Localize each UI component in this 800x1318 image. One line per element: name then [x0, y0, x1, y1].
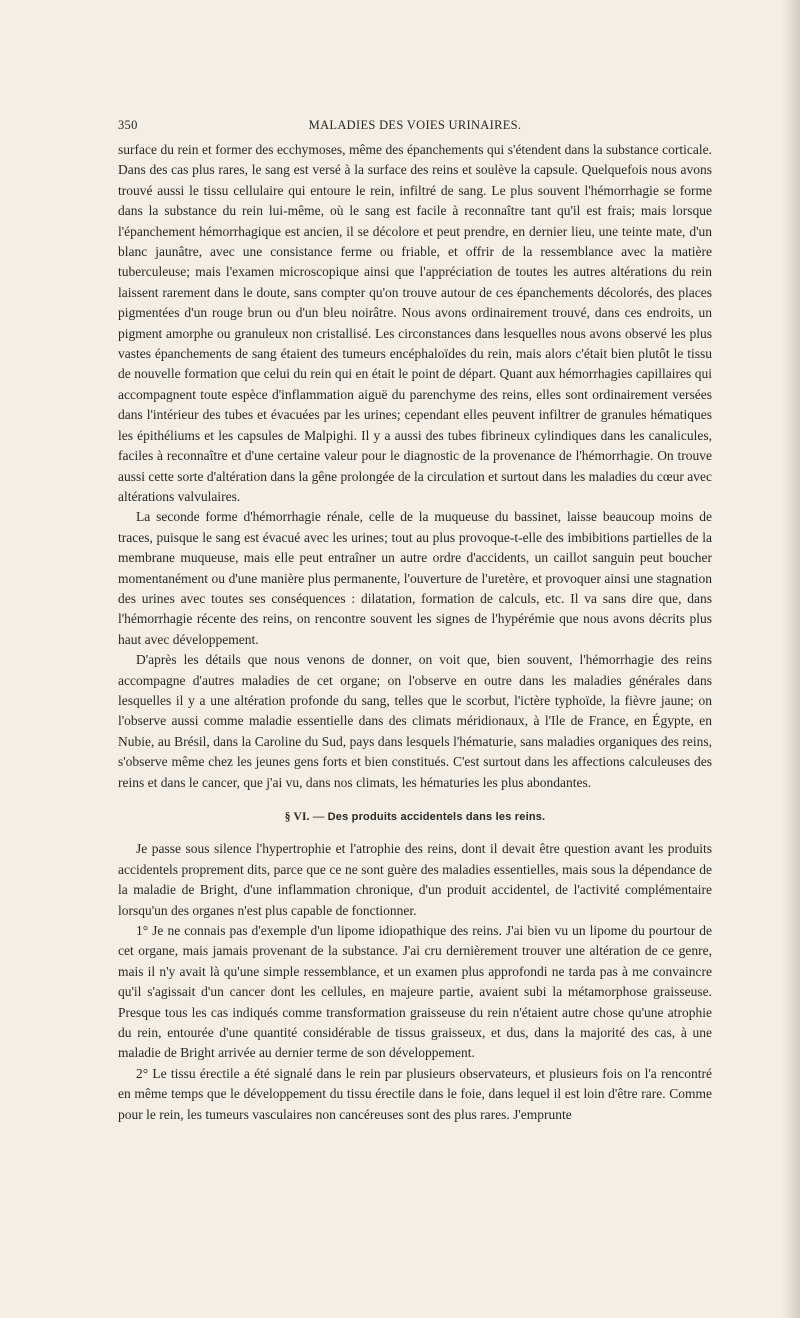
- paragraph-1: surface du rein et former des ecchymoses, même des épanchements qui s'étendent dans la substance corticale. Dans des cas plus rares, le sang est versé à la surface des reins et soulève la capsule. Quelquefois nous avons trouvé aussi le tissu cellulaire qui entoure le rein, infiltré de sang. Le plus souvent l'hémorrhagie se forme dans la substance du rein lui-même, où le sang est facile à reconnaître tant qu'il est frais; mais lorsque l'épanchement hémorrhagique est ancien, il se décolore et peut prendre, en dernier lieu, une teinte mate, d'un blanc jaunâtre, avec une consistance ferme ou friable, et offrir de la ressemblance avec la matière tuberculeuse; mais l'examen microscopique ainsi que l'appréciation de toutes les autres altérations du rein laissent rarement dans le doute, sans compter qu'on trouve autour de ces épanchements décolorés, des places pigmentées d'un rouge brun ou d'un bleu noirâtre. Nous avons ordinairement trouvé, dans ces endroits, un pigment amorphe ou granuleux non cristallisé. Les circonstances dans lesquelles nous avons observé les plus vastes épanchements de sang étaient des tumeurs encéphaloïdes du rein, mais alors c'était bien plutôt le tissu de nouvelle formation que celui du rein qui en était le point de départ. Quant aux hémorrhagies capillaires qui accompagnent toute espèce d'inflammation aiguë du parenchyme des reins, elles sont ordinairement versées dans l'intérieur des tubes et évacuées par les urines; cependant elles peuvent infiltrer de granules hématiques les épithéliums et les capsules de Malpighi. Il y a aussi des tubes fibrineux cylindiques dans les canalicules, faciles à reconnaître et d'une certaine valeur pour le diagnostic de la provenance de l'hémorrhagie. On trouve aussi cette sorte d'altération dans la gêne prolongée de la circulation et surtout dans les maladies du cœur avec altérations valvulaires.: [118, 142, 712, 504]
- body-text: [118, 140, 712, 1125]
- section-heading: [118, 807, 712, 827]
- paragraph-2: La seconde forme d'hémorrhagie rénale, celle de la muqueuse du bassinet, laisse beaucoup moins de traces, puisque le sang est évacué avec les urines; tout au plus provoque-t-elle des imbibitions partielles de la membrane muqueuse, mais elle peut entraîner un autre ordre d'accidents, un caillot sanguin peut boucher momentanément ou d'une manière plus permanente, l'ouverture de l'uretère, et provoquer ainsi une stagnation des urines avec toutes ses conséquences : dilatation, formation de calculs, etc. Il va sans dire que, dans l'hémorrhagie récente des reins, on rencontre souvent les signes de l'hypérémie que nous avons décrits plus haut avec développement.: [118, 509, 712, 647]
- section-title: Des produits accidentels dans les reins.: [327, 811, 546, 823]
- page-number: 350: [118, 118, 138, 132]
- paragraph-5: 1° Je ne connais pas d'exemple d'un lipome idiopathique des reins. J'ai bien vu un lipome du pourtour de cet organe, mais jamais provenant de la substance. J'ai cru dernièrement trouver une altération de ce genre, mais il n'y avait là qu'une simple ressemblance, et un examen plus approfondi ne tarda pas à me convaincre qu'il s'agissait d'un cancer dont les cellules, en majeure partie, avaient subi la métamorphose graisseuse. Presque tous les cas indiqués comme transformation graisseuse du rein n'étaient autre chose qu'une atrophie du rein, entourée d'une quantité considérable de tissus graisseux, et dus, dans la majorité des cas, à une maladie de Bright arrivée au dernier terme de son développement.: [118, 923, 712, 1061]
- paragraph-3: D'après les détails que nous venons de donner, on voit que, bien souvent, l'hémorrhagie des reins accompagne d'autres maladies de cet organe; on l'observe en outre dans les maladies générales dans lesquelles il y a une altération profonde du sang, telles que le scorbut, l'ictère typhoïde, la fièvre jaune; on l'observe aussi comme maladie essentielle dans des climats méridionaux, à l'Ile de France, en Égypte, en Nubie, au Brésil, dans la Caroline du Sud, pays dans lesquels l'hématurie, sans maladies organiques des reins, s'observe même chez les jeunes gens forts et bien constitués. C'est surtout dans les affections calculeuses des reins et dans le cancer, que j'ai vu, dans nos climats, les hématuries les plus abondantes.: [118, 652, 712, 790]
- paragraph-6: 2° Le tissu érectile a été signalé dans le rein par plusieurs observateurs, et plusieurs fois on l'a rencontré en même temps que le développement du tissu érectile dans le foie, dans lequel il est loin d'être rare. Comme pour le rein, les tumeurs vasculaires non cancéreuses sont des plus rares. J'emprunte: [118, 1065, 712, 1122]
- paragraph-4: Je passe sous silence l'hypertrophie et l'atrophie des reins, dont il devait être question avant les produits accidentels proprement dits, parce que ce ne sont guère des maladies essentielles, mais sous la dépendance de la maladie de Bright, d'une inflammation chronique, d'un produit accidentel, de l'activité complémentaire lorsqu'un des organes n'est plus capable de fonctionner.: [118, 841, 712, 918]
- running-head: [118, 118, 712, 138]
- section-number: § VI. —: [284, 811, 325, 823]
- page-edge-shadow: [782, 0, 800, 1318]
- running-title: MALADIES DES VOIES URINAIRES.: [308, 118, 522, 132]
